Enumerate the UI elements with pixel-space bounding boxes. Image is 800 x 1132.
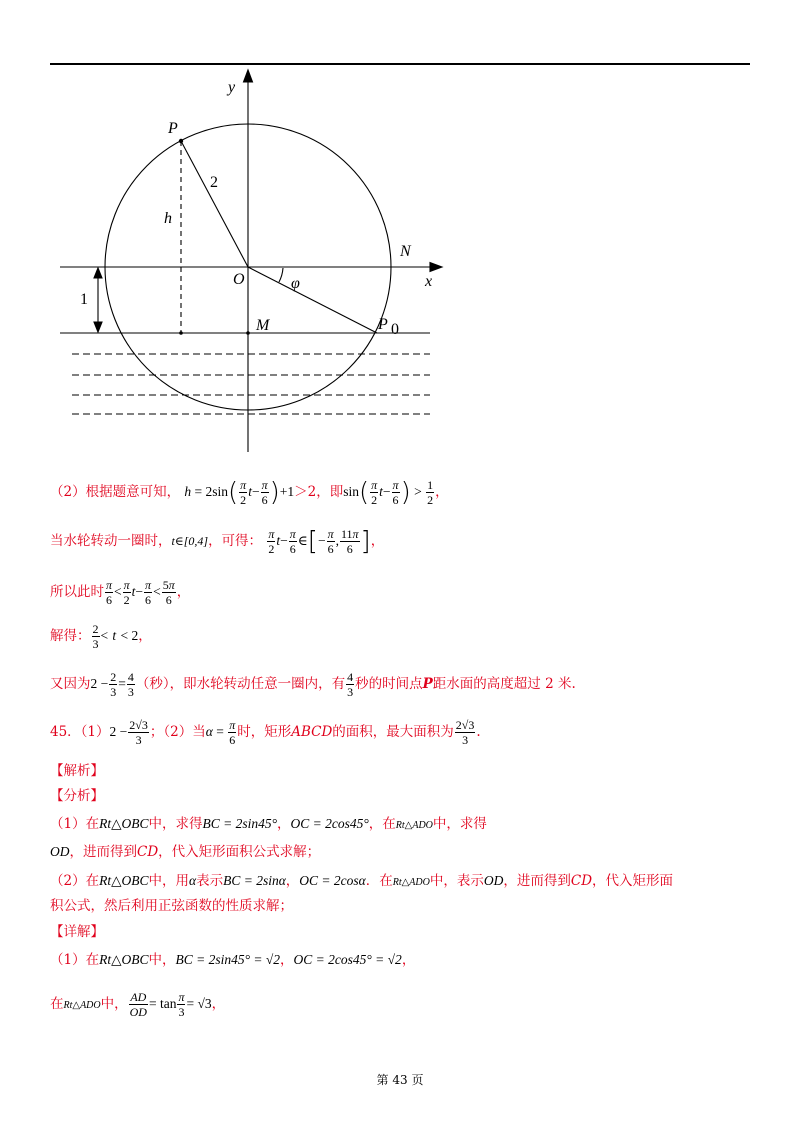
p2-line-3: 所以此时 $\frac{\pi}{6}$ < $\frac{\pi}{2}$ t− $\frac{\pi}{6}$ < $\frac{5\pi}{6}$ ， — [50, 578, 191, 607]
fenxi-line-1: （1）在Rt△OBC中，求得BC = 2sin45°，OC = 2cos45°，在Rt△ADO中，求得 — [50, 816, 487, 832]
label-p0-sub: 0 — [391, 321, 399, 338]
label-o: O — [233, 271, 245, 288]
detail-line-1: （1）在Rt△OBC中，BC = 2sin45° = √2，OC = 2cos45° = √2， — [50, 952, 416, 968]
p2-line-1: （2）根据题意可知， h = 2sin( $\frac{\pi}{2}$ t− $\frac{\pi}{6}$ )+1＞2，即sin( $\frac{\pi}{2}$ t− $\frac{\pi}{6}$ ) > $\frac{1}{2}$ ， — [50, 477, 449, 508]
x-axis-arrow — [430, 263, 442, 272]
label-y: y — [228, 79, 236, 96]
fenxi-line-3: （2）在Rt△OBC中，用α表示BC = 2sinα，OC = 2cosα．在Rt△ADO中，表示OD，进而得到CD，代入矩形面 — [50, 873, 674, 889]
label-p0: P — [378, 316, 388, 333]
page-number: 第 43 页 — [376, 1073, 424, 1087]
xiangjie-heading: 【详解】 — [50, 924, 104, 940]
fenxi-line-2: OD，进而得到CD，代入矩形面积公式求解； — [50, 844, 321, 860]
foot-point — [179, 331, 183, 335]
jiexi-heading: 【解析】 — [50, 763, 104, 779]
point-m — [246, 331, 250, 335]
radius-op — [181, 141, 248, 267]
label-two: 2 — [210, 174, 218, 191]
label-x: x — [425, 273, 433, 290]
label-phi: φ — [291, 275, 300, 292]
label-n: N — [400, 243, 411, 260]
dim-arrow-down — [94, 322, 102, 332]
fenxi-heading: 【分析】 — [50, 788, 104, 804]
dim-arrow-up — [94, 268, 102, 278]
y-axis-arrow — [244, 70, 253, 82]
q45-answer: 45．（1）2 − $\frac{2√3}{3}$ ；（2）当α = $\frac{\pi}{6}$ 时，矩形ABCD的面积，最大面积为 $\frac{2√3}{3}$ . — [50, 718, 481, 747]
waterwheel-figure — [0, 0, 800, 460]
p2-line-5: 又因为2 − $\frac{2}{3}$ = $\frac{4}{3}$ （秒），即水轮转动任意一圈内，有 $\frac{4}{3}$ 秒的时间点P距水面的高度超过 2 米. — [50, 670, 576, 699]
label-p: P — [168, 120, 178, 137]
fenxi-line-4: 积公式，然后利用正弦函数的性质求解； — [50, 898, 293, 914]
label-one: 1 — [80, 291, 88, 308]
angle-phi-arc — [279, 268, 283, 282]
label-h: h — [164, 210, 172, 227]
point-p — [179, 139, 183, 143]
p2-line-2: 当水轮转动一圈时，t∈[0,4]，可得： $\frac{\pi}{2}$ t− $\frac{\pi}{6}$ ∈[− $\frac{\pi}{6}$ , $\frac{11\pi}{6}$ ]， — [50, 526, 385, 557]
label-m: M — [256, 317, 270, 334]
detail-line-2: 在Rt△ADO中， $\frac{AD}{OD}$ = tan $\frac{\pi}{3}$ = √3， — [50, 990, 226, 1019]
p2-line-4: 解得： $\frac{2}{3}$ < t < 2， — [50, 622, 152, 651]
